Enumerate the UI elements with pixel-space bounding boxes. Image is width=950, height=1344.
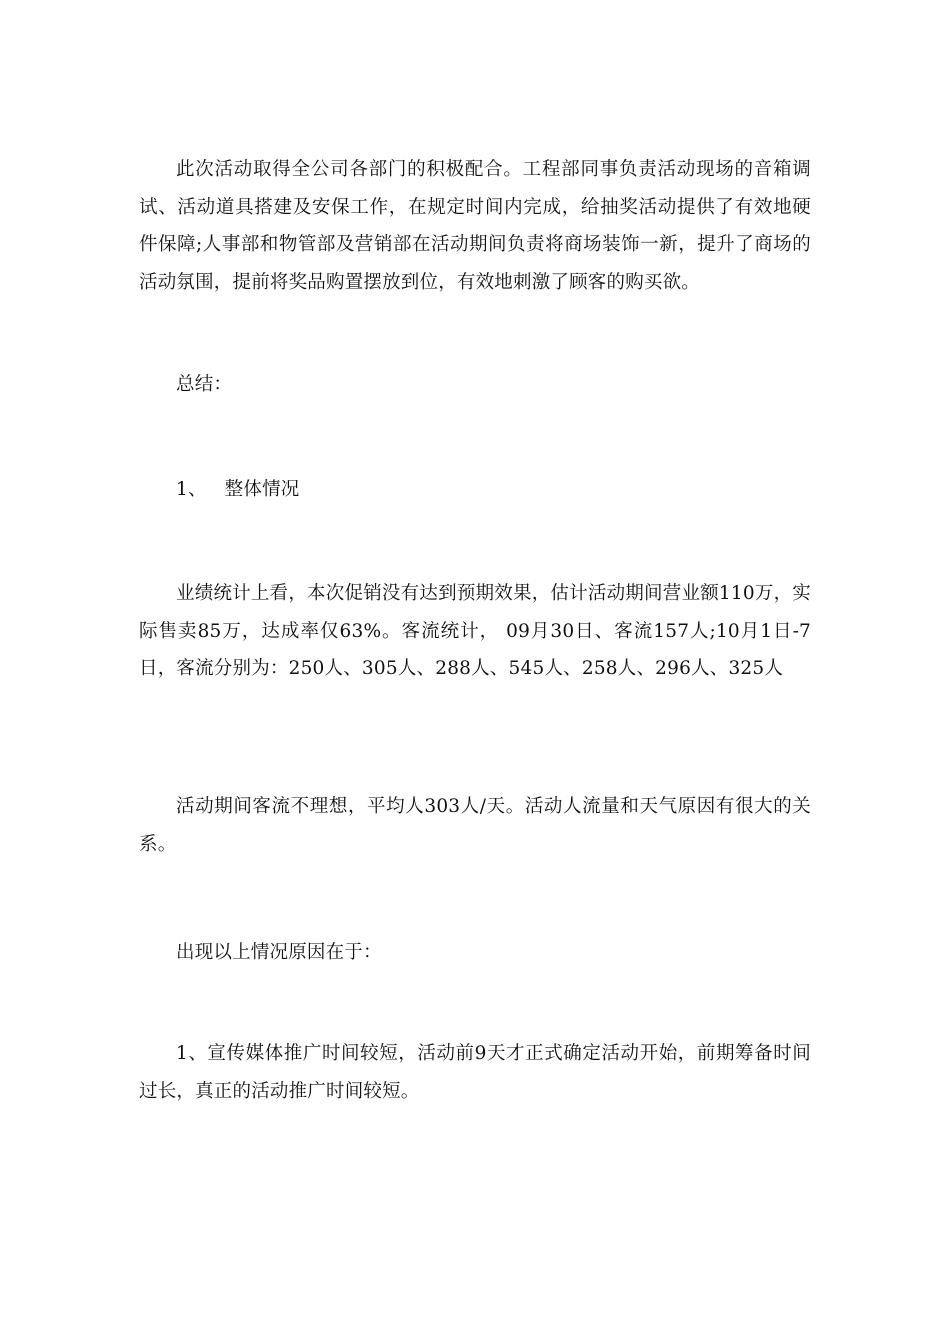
summary-heading: 总结： xyxy=(176,374,233,395)
paragraph-sales-statistics: 业绩统计上看，本次促销没有达到预期效果，估计活动期间营业额110万，实际售卖85万，达成率仅63%。客流统计， 09月30日、客流157人;10月1日-7日，客流分别为：250人、305人、288人、545人、258人、296人、325人 xyxy=(139,583,811,679)
paragraph-reasons-intro: 出现以上情况原因在于： xyxy=(176,942,382,963)
section-title: 整体情况 xyxy=(224,479,300,500)
paragraph-traffic-analysis: 活动期间客流不理想，平均人303人/天。活动人流量和天气原因有很大的关系。 xyxy=(139,796,811,855)
paragraph-departments-cooperation: 此次活动取得全公司各部门的积极配合。工程部同事负责活动现场的音箱调试、活动道具搭建及安保工作，在规定时间内完成，给抽奖活动提供了有效地硬件保障;人事部和物管部及营销部在活动期间负责将商场装饰一新，提升了商场的活动氛围，提前将奖品购置摆放到位，有效地刺激了顾客的购买欲。 xyxy=(139,159,811,293)
section-number: 1、 xyxy=(176,479,207,500)
paragraph-reason-1: 1、宣传媒体推广时间较短，活动前9天才正式确定活动开始，前期筹备时间过长，真正的活动推广时间较短。 xyxy=(139,1043,811,1102)
section-heading-overall xyxy=(139,471,811,509)
